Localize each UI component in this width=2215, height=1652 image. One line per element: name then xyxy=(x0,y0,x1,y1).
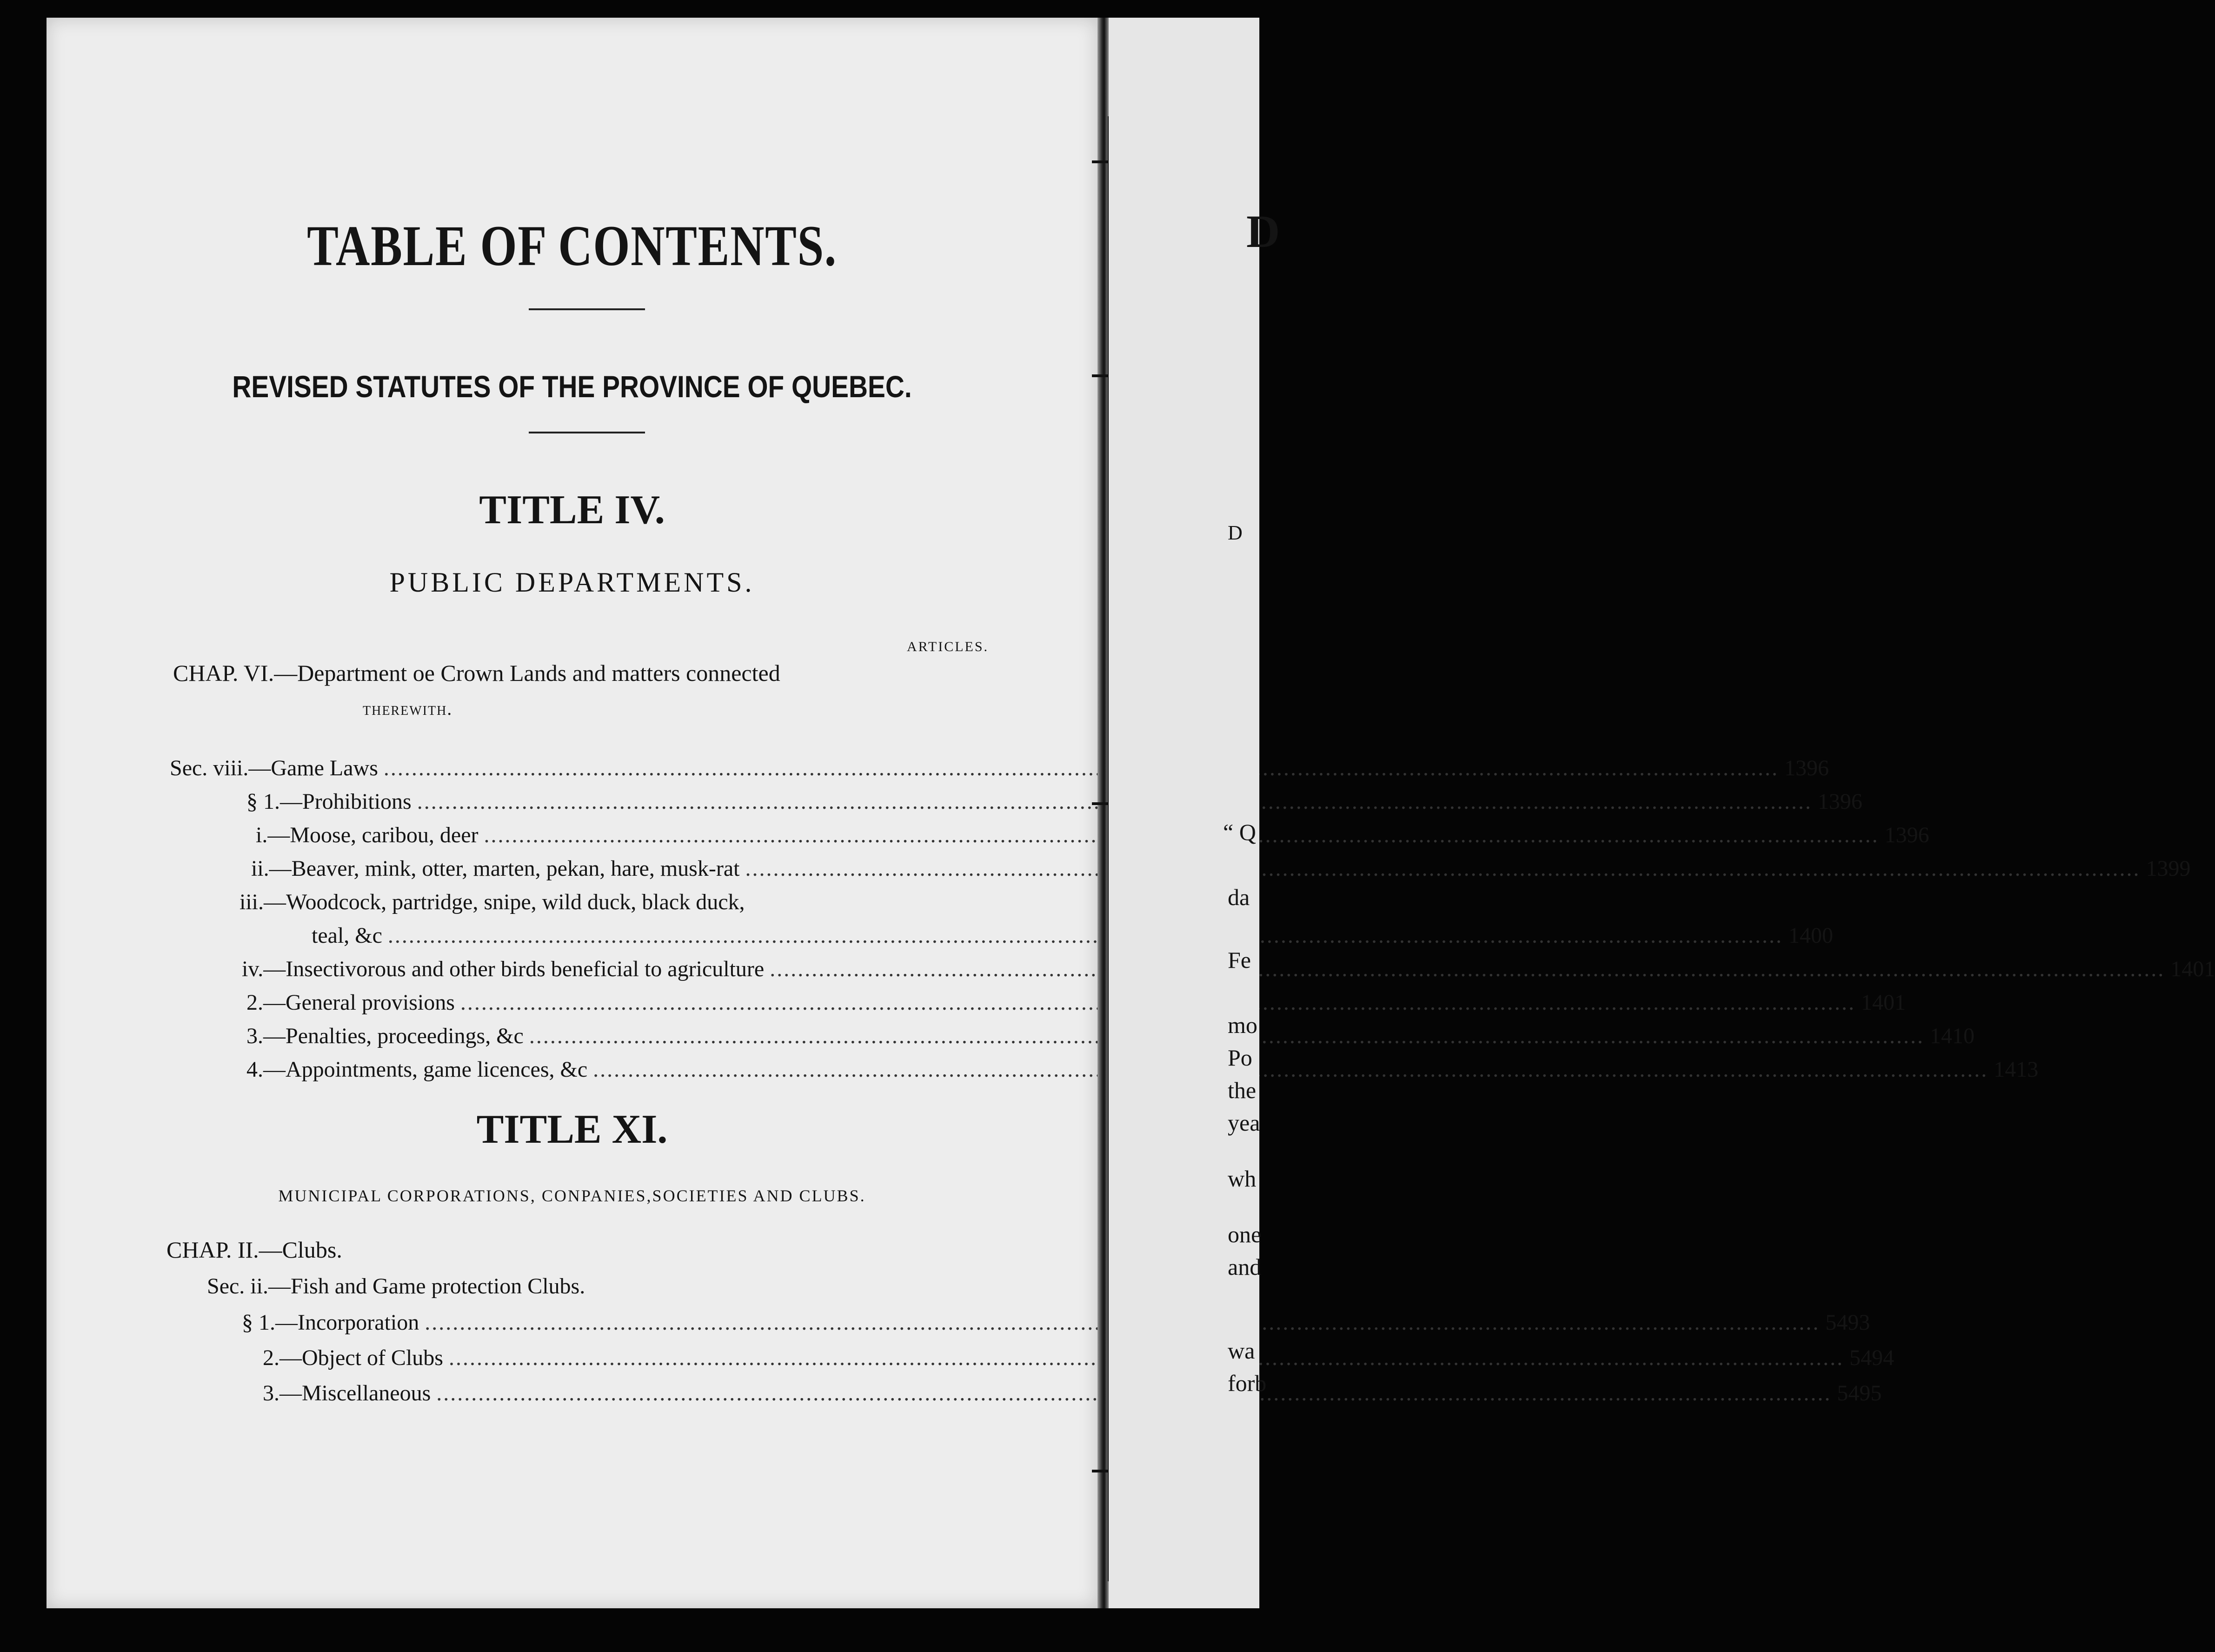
facing-page-fragment: the xyxy=(1228,1077,1257,1103)
facing-page-fragment: wh xyxy=(1228,1166,1257,1192)
public-departments-heading: PUBLIC DEPARTMENTS. xyxy=(389,567,755,598)
facing-page-fragment: and xyxy=(1228,1254,1262,1280)
facing-page-fragment: one xyxy=(1228,1221,1262,1247)
toc-entry-article: 1401 xyxy=(2170,957,2215,981)
chapter-ii-heading: CHAP. II.—Clubs. xyxy=(166,1237,342,1263)
facing-page-fragment: wa xyxy=(1228,1338,1255,1364)
facing-page-fragment: da xyxy=(1228,884,1250,910)
divider xyxy=(529,432,645,433)
toc-entry xyxy=(251,856,2191,881)
toc-entry-article: 1396 xyxy=(1817,789,1862,814)
toc-entry-label: 4.—Appointments, game licences, &c xyxy=(246,1057,588,1082)
toc-entry-label: iv.—Insectivorous and other birds beneficial to agriculture xyxy=(242,957,765,981)
toc-entry-label: ii.—Beaver, mink, otter, marten, pekan, hare, musk-rat xyxy=(251,856,740,881)
toc-entry xyxy=(246,990,1906,1015)
title-xi-heading: TITLE XI. xyxy=(476,1107,668,1152)
toc-entry-article: 1413 xyxy=(1994,1057,2039,1082)
toc-entry-article: 1401 xyxy=(1861,990,1906,1015)
title-iv-heading: TITLE IV. xyxy=(479,487,665,533)
toc-entry xyxy=(242,1310,1870,1335)
toc-entry xyxy=(170,755,1829,781)
chapter-vi-continuation: therewith. xyxy=(363,698,453,719)
toc-entry xyxy=(246,1057,2039,1082)
toc-entry-article: 1410 xyxy=(1929,1024,1975,1048)
page-title: TABLE OF CONTENTS. xyxy=(307,214,837,278)
toc-entry xyxy=(312,923,1833,948)
facing-page-fragment: yea xyxy=(1228,1110,1260,1136)
facing-page-fragment: D xyxy=(1246,206,1280,257)
toc-entry-label: 3.—Miscellaneous xyxy=(263,1381,431,1406)
section-ii-heading: Sec. ii.—Fish and Game protection Clubs. xyxy=(207,1274,585,1299)
facing-page-fragment: “ Q xyxy=(1223,819,1256,845)
statutes-subtitle: REVISED STATUTES OF THE PROVINCE OF QUEBEC. xyxy=(232,369,912,404)
facing-page-fragment: forb xyxy=(1228,1370,1267,1396)
toc-entry-article: 5494 xyxy=(1849,1346,1894,1370)
toc-entry-label: 3.—Penalties, proceedings, &c xyxy=(246,1024,524,1048)
divider xyxy=(529,308,645,310)
toc-entry-article: 5495 xyxy=(1837,1381,1882,1406)
book-gutter xyxy=(1098,18,1109,1608)
toc-entry-article: 1396 xyxy=(1784,756,1829,780)
facing-page-fragment: Fe xyxy=(1228,947,1251,973)
toc-entry-article: 1399 xyxy=(2146,856,2191,881)
toc-entry-label: teal, &c xyxy=(312,923,382,948)
toc-entry-label: 2.—General provisions xyxy=(246,990,455,1015)
toc-entry-label: i.—Moose, caribou, deer xyxy=(256,823,479,847)
toc-entry-label: § 1.—Prohibitions xyxy=(246,789,412,814)
toc-entry-article: 1396 xyxy=(1884,823,1929,847)
facing-page-fragment: mo xyxy=(1228,1012,1257,1038)
toc-entry xyxy=(256,822,1929,848)
toc-entry-label: § 1.—Incorporation xyxy=(242,1310,419,1335)
facing-page-fragment: D xyxy=(1228,521,1243,544)
articles-column-label: ARTICLES. xyxy=(907,639,989,654)
toc-entry-label: iii.—Woodcock, partridge, snipe, wild duck, black duck, xyxy=(239,890,745,914)
municipal-corporations-heading: MUNICIPAL CORPORATIONS, CONPANIES,SOCIETIES AND CLUBS. xyxy=(278,1186,866,1205)
toc-entry-label: 2.—Object of Clubs xyxy=(263,1346,443,1370)
toc-entry-article: 1400 xyxy=(1788,923,1833,948)
toc-entry-article: 5493 xyxy=(1825,1310,1870,1335)
chapter-vi-heading: CHAP. VI.—Department oe Crown Lands and matters connected xyxy=(173,660,780,686)
facing-page-fragment: Po xyxy=(1228,1045,1252,1071)
toc-entry xyxy=(246,789,1862,814)
toc-entry-label: Sec. viii.—Game Laws xyxy=(170,756,378,780)
